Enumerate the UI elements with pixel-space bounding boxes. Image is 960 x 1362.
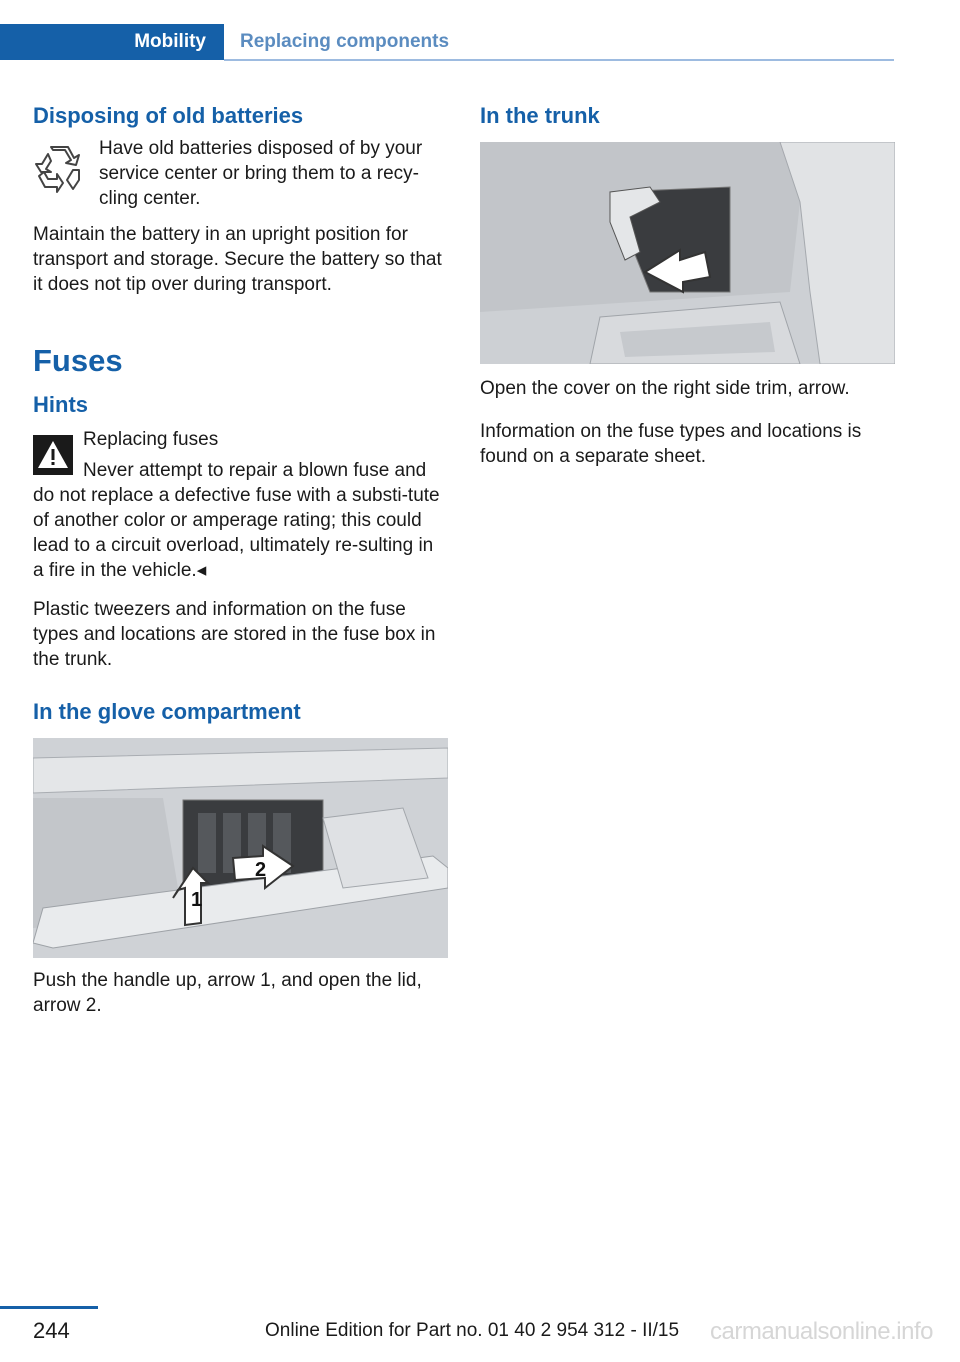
disposing-heading: Disposing of old batteries [33, 103, 304, 128]
warning-text-content: Never attempt to repair a blown fuse and do not replace a defective fuse with a substi-tute of another color or amperage rating; this could lead to a circuit overload, ultimately re-sulting in a fire in the vehicle.◂ [33, 460, 440, 581]
recycle-icon [33, 142, 85, 199]
watermark: carmanualsonline.info [710, 1318, 933, 1345]
warning-title: Replacing fuses [83, 429, 219, 450]
disposing-paragraph: Maintain the battery in an upright position for transport and storage. Secure the battery so that it does not tip over during transport. [33, 224, 442, 295]
glove-compartment-illustration [33, 738, 448, 958]
page-header [0, 24, 894, 62]
glove-heading: In the glove compartment [33, 699, 301, 724]
arrow-1-label: 1 [191, 889, 203, 911]
trunk-figure [480, 142, 895, 364]
warning-triangle-icon [33, 435, 73, 480]
trunk-illustration [480, 142, 895, 364]
edition-text: Online Edition for Part no. 01 40 2 954 312 - II/15 [265, 1320, 680, 1341]
hints-heading: Hints [33, 392, 88, 417]
right-column [480, 100, 895, 469]
warning-text [33, 458, 449, 583]
footer-rule [0, 1306, 98, 1309]
page-number: 244 [33, 1318, 70, 1343]
section-tab[interactable]: Replacing components [240, 31, 450, 52]
chapter-tab[interactable]: Mobility [0, 24, 224, 60]
arrow-2-label: 2 [255, 859, 267, 881]
trunk-paragraph: Information on the fuse types and locations is found on a separate sheet. [480, 421, 862, 467]
trunk-heading: In the trunk [480, 103, 600, 128]
header-rule [224, 59, 894, 61]
trunk-caption: Open the cover on the right side trim, arrow. [480, 378, 850, 399]
recycle-note [33, 136, 449, 214]
left-column [33, 100, 449, 1018]
glove-compartment-figure [33, 738, 448, 958]
glove-caption: Push the handle up, arrow 1, and open the lid, arrow 2. [33, 970, 422, 1016]
fuses-paragraph: Plastic tweezers and information on the fuse types and locations are stored in the fuse box in the trunk. [33, 599, 436, 670]
recycle-note-text: Have old batteries disposed of by your service center or bring them to a recy-cling center. [99, 138, 423, 209]
warning-note [33, 427, 449, 583]
fuses-heading: Fuses [33, 343, 123, 378]
